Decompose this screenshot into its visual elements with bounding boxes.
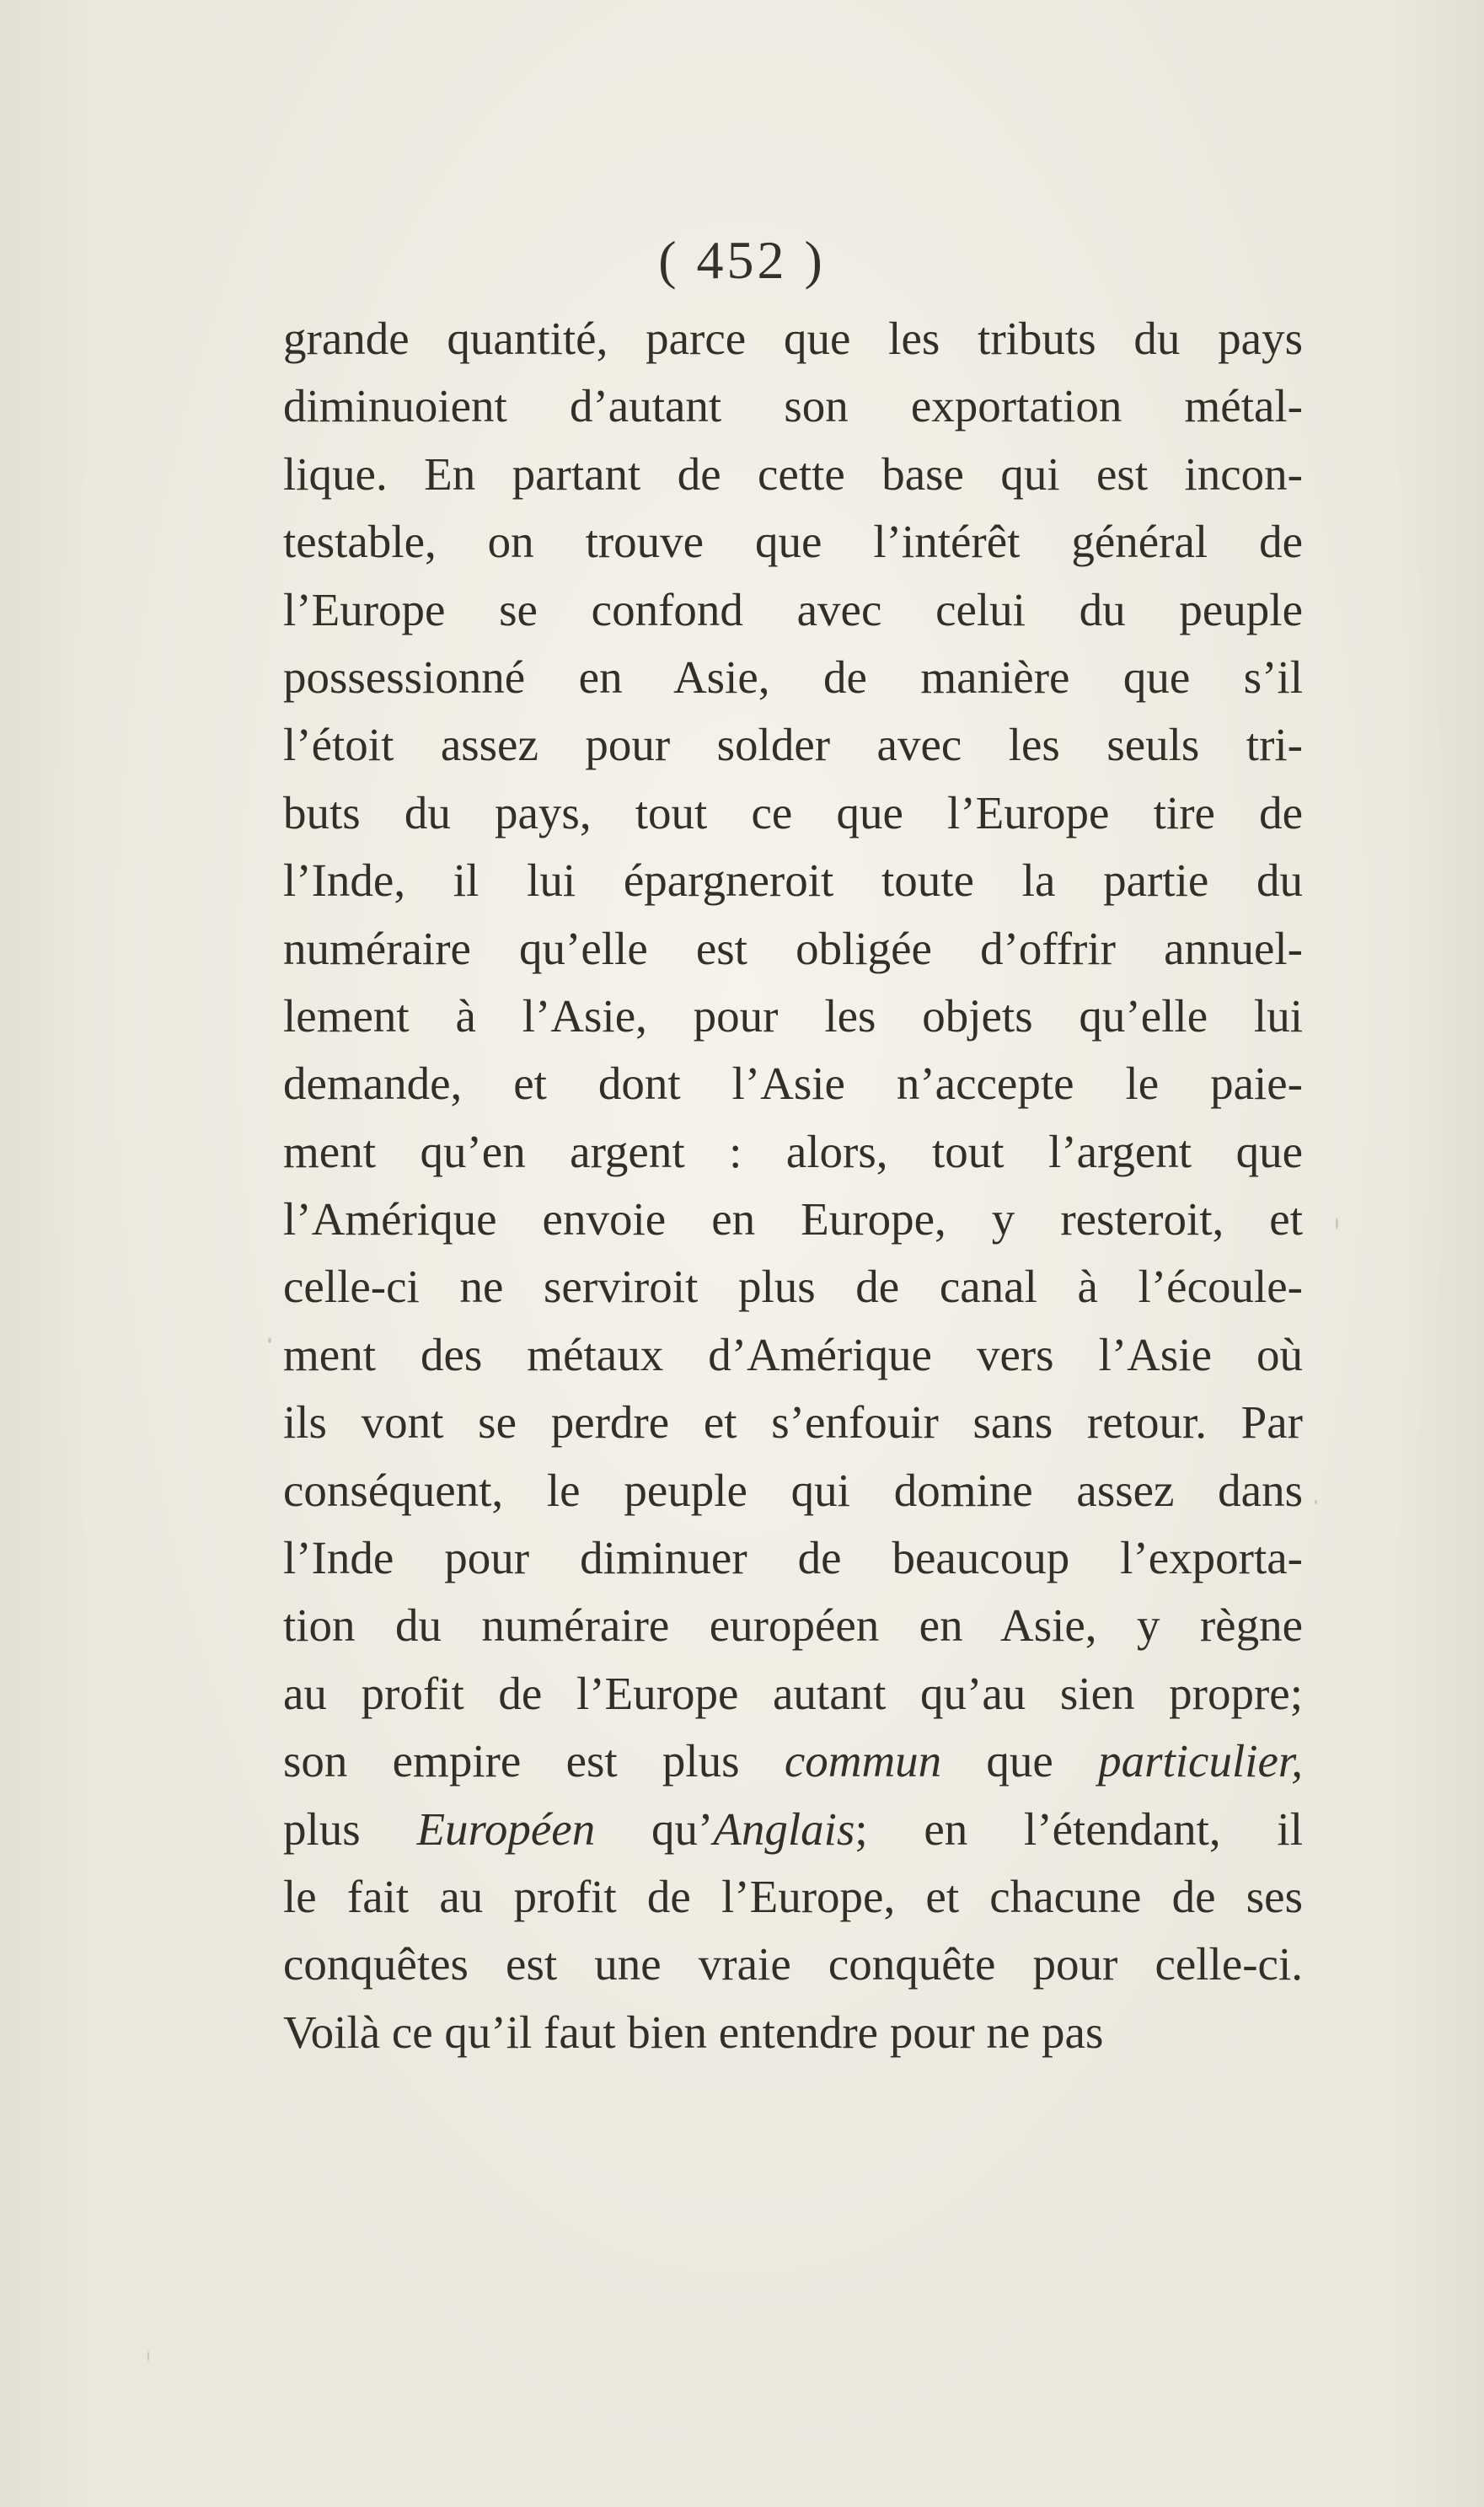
text-line bbox=[283, 1524, 1303, 1592]
text-run: celle-ci ne serviroit plus de canal à l’écoule- bbox=[283, 1261, 1303, 1313]
text-run: le fait au profit de l’Europe, et chacune de ses bbox=[283, 1870, 1303, 1922]
text-line bbox=[283, 1253, 1303, 1320]
text-line bbox=[283, 1389, 1303, 1456]
paper-speck bbox=[268, 1337, 271, 1343]
text-line bbox=[283, 1050, 1303, 1117]
text-line bbox=[283, 1457, 1303, 1524]
body-text bbox=[283, 305, 1303, 2066]
italic-text: commun bbox=[784, 1735, 942, 1787]
text-line bbox=[283, 441, 1303, 508]
text-run: l’étoit assez pour solder avec les seuls tri- bbox=[283, 719, 1303, 771]
text-run: numéraire qu’elle est obligée d’offrir annuel- bbox=[283, 922, 1303, 974]
text-line bbox=[283, 576, 1303, 644]
text-run: lement à l’Asie, pour les objets qu’elle lui bbox=[283, 989, 1303, 1042]
text-run: diminuoient d’autant son exportation métal- bbox=[283, 380, 1303, 432]
text-run: ment qu’en argent : alors, tout l’argent que bbox=[283, 1125, 1303, 1177]
text-line bbox=[283, 983, 1303, 1050]
text-run: Voilà ce qu’il faut bien entendre pour ne pas bbox=[283, 2006, 1104, 2058]
text-run: son empire est plus bbox=[283, 1735, 785, 1787]
text-line bbox=[283, 711, 1303, 779]
text-run: tion du numéraire européen en Asie, y règne bbox=[283, 1599, 1303, 1652]
text-line bbox=[283, 372, 1303, 440]
text-run: l’Europe se confond avec celui du peuple bbox=[283, 583, 1303, 635]
italic-text: Anglais bbox=[713, 1803, 855, 1855]
text-line bbox=[283, 1321, 1303, 1389]
text-run: conséquent, le peuple qui domine assez dans bbox=[283, 1464, 1303, 1516]
text-line bbox=[283, 779, 1303, 847]
text-line bbox=[283, 305, 1303, 372]
page-number: ( 452 ) bbox=[658, 230, 826, 290]
italic-text: Européen bbox=[416, 1803, 596, 1855]
text-line bbox=[283, 1863, 1303, 1931]
text-run: buts du pays, tout ce que l’Europe tire de bbox=[283, 786, 1303, 838]
paper-speck bbox=[1336, 1218, 1338, 1229]
text-run: l’Inde pour diminuer de beaucoup l’exporta- bbox=[283, 1532, 1303, 1584]
text-run: possessionné en Asie, de manière que s’il bbox=[283, 651, 1303, 703]
text-run: ; en l’étendant, il bbox=[855, 1803, 1303, 1855]
text-line bbox=[283, 1796, 1303, 1863]
paper-speck bbox=[1315, 1500, 1317, 1504]
text-line bbox=[283, 508, 1303, 576]
text-line bbox=[283, 1592, 1303, 1659]
text-run: l’Amérique envoie en Europe, y resteroit, et bbox=[283, 1193, 1303, 1245]
text-run: testable, on trouve que l’intérêt général de bbox=[283, 516, 1303, 568]
text-run: l’Inde, il lui épargneroit toute la partie du bbox=[283, 854, 1303, 907]
text-line bbox=[283, 1660, 1303, 1728]
text-line bbox=[283, 1118, 1303, 1186]
text-run: qu’ bbox=[595, 1803, 714, 1855]
text-line bbox=[283, 1186, 1303, 1253]
text-run: ils vont se perdre et s’enfouir sans retour. Par bbox=[283, 1396, 1303, 1449]
italic-text: particulier, bbox=[1098, 1735, 1303, 1787]
text-run: que bbox=[941, 1735, 1099, 1787]
text-run: lique. En partant de cette base qui est incon- bbox=[283, 447, 1303, 500]
paper-speck bbox=[147, 2351, 149, 2361]
text-run: demande, et dont l’Asie n’accepte le paie- bbox=[283, 1058, 1303, 1110]
text-line bbox=[283, 1728, 1303, 1795]
text-line bbox=[283, 1999, 1303, 2066]
text-run: ment des métaux d’Amérique vers l’Asie où bbox=[283, 1328, 1303, 1380]
text-run: plus bbox=[283, 1803, 417, 1855]
text-line bbox=[283, 644, 1303, 711]
text-line bbox=[283, 847, 1303, 914]
text-run: grande quantité, parce que les tributs du pays bbox=[283, 313, 1303, 364]
text-run: au profit de l’Europe autant qu’au sien propre; bbox=[283, 1667, 1303, 1719]
text-line bbox=[283, 915, 1303, 983]
text-run: conquêtes est une vraie conquête pour celle-ci. bbox=[283, 1938, 1303, 1990]
text-line bbox=[283, 1931, 1303, 1998]
